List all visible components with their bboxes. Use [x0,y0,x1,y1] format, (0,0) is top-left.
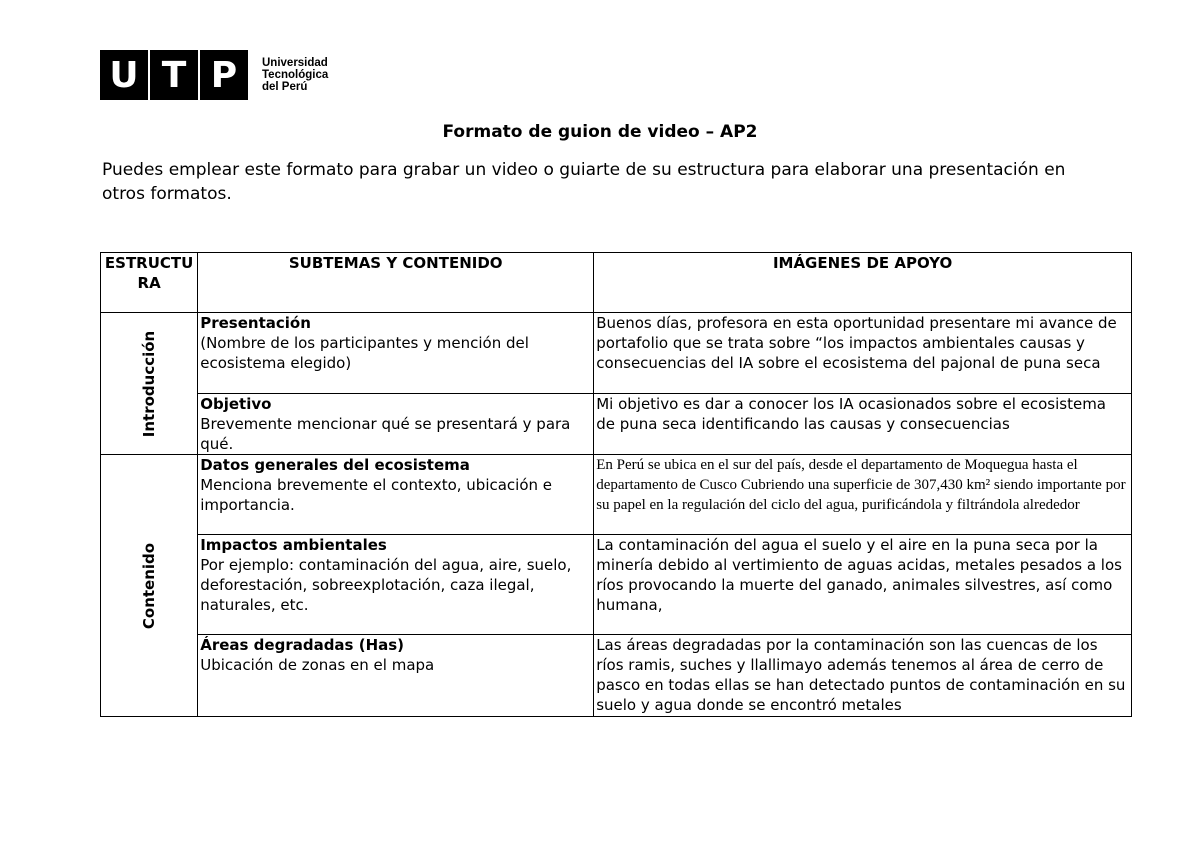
section-label-introduccion: Introducción [101,313,198,455]
intro-paragraph: Puedes emplear este formato para grabar un video o guiarte de su estructura para elaborar una presentación en otros formatos. [102,160,1066,204]
subtopic-title: Impactos ambientales [200,536,387,554]
logo-letter-p: P [200,50,248,100]
subtopic-cell [198,313,594,394]
subtopic-title: Presentación [200,314,311,332]
header-subtemas: SUBTEMAS Y CONTENIDO [198,253,594,313]
support-content-cell: Mi objetivo es dar a conocer los IA ocasionados sobre el ecosistema de puna seca identificando las causas y consecuencias [594,394,1132,455]
logo-letter-u: U [100,50,148,100]
subtopic-title: Objetivo [200,395,272,413]
subtopic-cell [198,394,594,455]
logo-line-1: Universidad [262,57,328,69]
subtopic-cell [198,635,594,717]
subtopic-description: Brevemente mencionar qué se presentará y para qué. [200,415,571,453]
document-title: Formato de guion de video – AP2 [442,122,758,142]
support-content-cell: Las áreas degradadas por la contaminación son las cuencas de los ríos ramis, suches y llallimayo además tenemos al área de cerro de pasco en todas ellas se han detectado puntos de contaminación en su suelo y agua donde se encontró metales [594,635,1132,717]
support-content-cell: La contaminación del agua el suelo y el aire en la puna seca por la minería debido al vertimiento de aguas acidas, metales pesados a los ríos provocando la muerte del ganado, animales silvestres, así como humana, [594,535,1132,635]
table-row [101,455,1132,535]
logo-university-name [262,57,328,93]
subtopic-cell [198,535,594,635]
support-content-cell: En Perú se ubica en el sur del país, desde el departamento de Moquegua hasta el departamento de Cusco Cubriendo una superficie de 307,430 km² siendo importante por su papel en la regulación del ciclo del agua, purificándola y filtrándola alrededor [594,455,1132,535]
logo-letter-t: T [150,50,198,100]
table-row [101,635,1132,717]
subtopic-description: (Nombre de los participantes y mención del ecosistema elegido) [200,334,529,372]
table-row [101,394,1132,455]
section-label-contenido: Contenido [101,455,198,717]
table-row [101,535,1132,635]
logo-line-2: Tecnológica [262,69,329,81]
subtopic-title: Datos generales del ecosistema [200,456,470,474]
subtopic-description: Por ejemplo: contaminación del agua, aire, suelo, deforestación, sobreexplotación, caza ilegal, naturales, etc. [200,556,572,614]
table-row [101,313,1132,394]
header-imagenes: IMÁGENES DE APOYO [594,253,1132,313]
subtopic-cell [198,455,594,535]
utp-logo [100,50,328,100]
header-row [101,253,1132,313]
support-content-cell: Buenos días, profesora en esta oportunidad presentare mi avance de portafolio que se trata sobre “los impactos ambientales causas y consecuencias del IA sobre el ecosistema del pajonal de puna seca [594,313,1132,394]
logo-line-3: del Perú [262,81,308,93]
subtopic-description: Menciona brevemente el contexto, ubicación e importancia. [200,476,553,514]
subtopic-title: Áreas degradadas (Has) [200,636,405,654]
subtopic-description: Ubicación de zonas en el mapa [200,656,435,674]
header-estructura: ESTRUCTURA [101,253,198,313]
script-table [100,252,1132,717]
